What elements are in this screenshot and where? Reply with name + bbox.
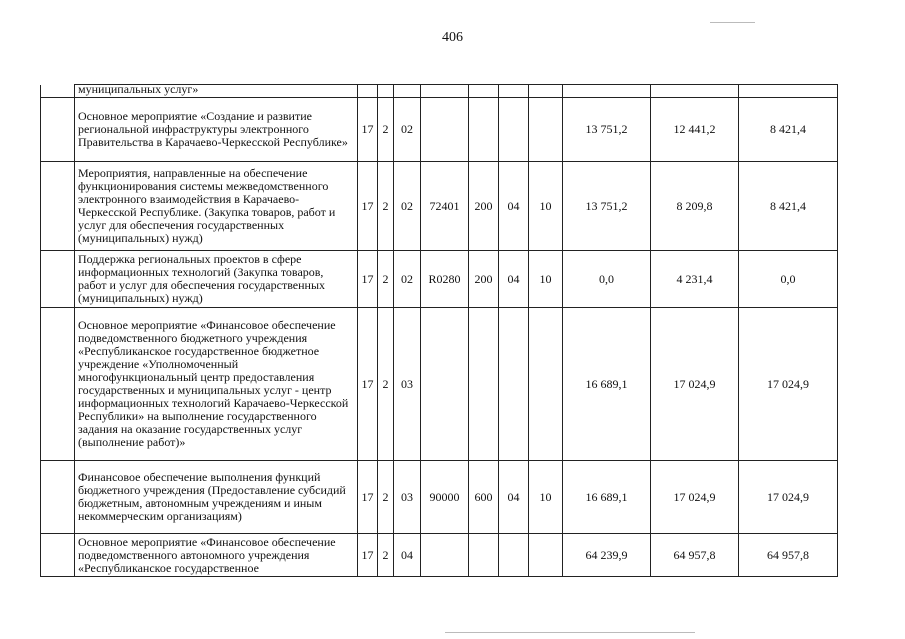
- code-cell-c7: 10: [529, 251, 563, 308]
- code-cell-c6: 04: [499, 251, 529, 308]
- scan-artifact-line: [445, 632, 695, 633]
- code-cell-c1: 17: [358, 251, 378, 308]
- code-cell-c4: [421, 98, 469, 162]
- code-cell-c7: [529, 534, 563, 577]
- code-cell-c2: 2: [378, 162, 394, 251]
- code-cell-c2: 2: [378, 461, 394, 534]
- amount-cell-v3: [739, 85, 838, 98]
- table-row: [41, 461, 838, 534]
- code-cell-c3: 04: [394, 534, 421, 577]
- code-cell-c2: [378, 85, 394, 98]
- code-cell-c6: 04: [499, 162, 529, 251]
- amount-cell-v2: 8 209,8: [651, 162, 739, 251]
- scan-artifact-line: [710, 22, 755, 23]
- code-cell-c3: 03: [394, 461, 421, 534]
- code-cell-c3: [394, 85, 421, 98]
- amount-cell-v1: 64 239,9: [563, 534, 651, 577]
- table-row: [41, 308, 838, 461]
- code-cell-c2: 2: [378, 534, 394, 577]
- code-cell-c7: [529, 98, 563, 162]
- code-cell-c7: [529, 85, 563, 98]
- item-name: муниципальных услуг»: [78, 84, 199, 96]
- amount-cell-v2: 12 441,2: [651, 98, 739, 162]
- table-row: [41, 98, 838, 162]
- item-name: Основное мероприятие «Создание и развитие региональной инфраструктуры электронного Правительства в Карачаево-Черкесской Республике»: [78, 109, 348, 149]
- item-name-cell: [75, 251, 358, 308]
- code-cell-c3: 03: [394, 308, 421, 461]
- code-cell-c4: 90000: [421, 461, 469, 534]
- amount-cell-v3: 8 421,4: [739, 162, 838, 251]
- code-cell-c7: 10: [529, 461, 563, 534]
- budget-table: [40, 84, 838, 577]
- code-cell-c3: 02: [394, 162, 421, 251]
- code-cell-c4: [421, 308, 469, 461]
- code-cell-c6: [499, 85, 529, 98]
- code-cell-c6: [499, 98, 529, 162]
- item-name-cell: [75, 98, 358, 162]
- amount-cell-v1: 16 689,1: [563, 308, 651, 461]
- amount-cell-v1: 13 751,2: [563, 98, 651, 162]
- code-cell-c4: [421, 85, 469, 98]
- blank-cell: [41, 308, 75, 461]
- item-name-cell: [75, 308, 358, 461]
- code-cell-c5: [469, 308, 499, 461]
- code-cell-c6: [499, 308, 529, 461]
- page-number: 406: [442, 30, 463, 45]
- code-cell-c4: 72401: [421, 162, 469, 251]
- amount-cell-v2: 4 231,4: [651, 251, 739, 308]
- code-cell-c5: [469, 98, 499, 162]
- code-cell-c2: 2: [378, 308, 394, 461]
- code-cell-c1: 17: [358, 162, 378, 251]
- table-row: [41, 85, 838, 98]
- budget-table-container: [40, 84, 838, 577]
- blank-cell: [41, 251, 75, 308]
- code-cell-c2: 2: [378, 98, 394, 162]
- code-cell-c7: [529, 308, 563, 461]
- code-cell-c5: 200: [469, 251, 499, 308]
- item-name: Основное мероприятие «Финансовое обеспечение подведомственного бюджетного учреждения «Республиканское государственное бюджетное учреждение «Уполномоченный многофункциональный центр предоставления государственных и муниципальных услуг - центр информационных технологий Карачаево-Черкесской Республики» на выполнение государственного задания на оказание государственных услуг (выполнение работ)»: [78, 318, 349, 449]
- code-cell-c5: 600: [469, 461, 499, 534]
- blank-cell: [41, 85, 75, 98]
- blank-cell: [41, 534, 75, 577]
- code-cell-c3: 02: [394, 251, 421, 308]
- amount-cell-v2: 17 024,9: [651, 308, 739, 461]
- item-name: Основное мероприятие «Финансовое обеспечение подведомственного автономного учреждения «Республиканское государственное: [78, 535, 336, 575]
- code-cell-c5: [469, 85, 499, 98]
- blank-cell: [41, 461, 75, 534]
- code-cell-c1: [358, 85, 378, 98]
- code-cell-c2: 2: [378, 251, 394, 308]
- amount-cell-v2: [651, 85, 739, 98]
- code-cell-c1: 17: [358, 534, 378, 577]
- amount-cell-v2: 17 024,9: [651, 461, 739, 534]
- item-name: Поддержка региональных проектов в сфере информационных технологий (Закупка товаров, работ и услуг для обеспечения государственных (муниципальных) нужд): [78, 252, 326, 305]
- amount-cell-v3: 17 024,9: [739, 461, 838, 534]
- code-cell-c3: 02: [394, 98, 421, 162]
- code-cell-c1: 17: [358, 308, 378, 461]
- code-cell-c4: [421, 534, 469, 577]
- code-cell-c5: 200: [469, 162, 499, 251]
- code-cell-c4: R0280: [421, 251, 469, 308]
- code-cell-c6: 04: [499, 461, 529, 534]
- blank-cell: [41, 98, 75, 162]
- item-name: Мероприятия, направленные на обеспечение функционирования системы межведомственного электронного взаимодействия в Карачаево-Черкесской Республике. (Закупка товаров, работ и услуг для обеспечения государственных (муниципальных) нужд): [78, 166, 336, 245]
- item-name-cell: [75, 162, 358, 251]
- table-row: [41, 162, 838, 251]
- table-row: [41, 534, 838, 577]
- item-name-cell: [75, 85, 358, 98]
- budget-table-body: [41, 85, 838, 577]
- amount-cell-v3: 64 957,8: [739, 534, 838, 577]
- amount-cell-v2: 64 957,8: [651, 534, 739, 577]
- item-name-cell: [75, 534, 358, 577]
- code-cell-c6: [499, 534, 529, 577]
- amount-cell-v1: [563, 85, 651, 98]
- amount-cell-v3: 8 421,4: [739, 98, 838, 162]
- amount-cell-v1: 13 751,2: [563, 162, 651, 251]
- amount-cell-v3: 17 024,9: [739, 308, 838, 461]
- amount-cell-v1: 0,0: [563, 251, 651, 308]
- table-row: [41, 251, 838, 308]
- amount-cell-v1: 16 689,1: [563, 461, 651, 534]
- item-name-cell: [75, 461, 358, 534]
- blank-cell: [41, 162, 75, 251]
- code-cell-c5: [469, 534, 499, 577]
- code-cell-c1: 17: [358, 461, 378, 534]
- item-name: Финансовое обеспечение выполнения функций бюджетного учреждения (Предоставление субсидий бюджетным, автономным учреждениям и иным некоммерческим организациям): [78, 470, 346, 523]
- code-cell-c1: 17: [358, 98, 378, 162]
- amount-cell-v3: 0,0: [739, 251, 838, 308]
- code-cell-c7: 10: [529, 162, 563, 251]
